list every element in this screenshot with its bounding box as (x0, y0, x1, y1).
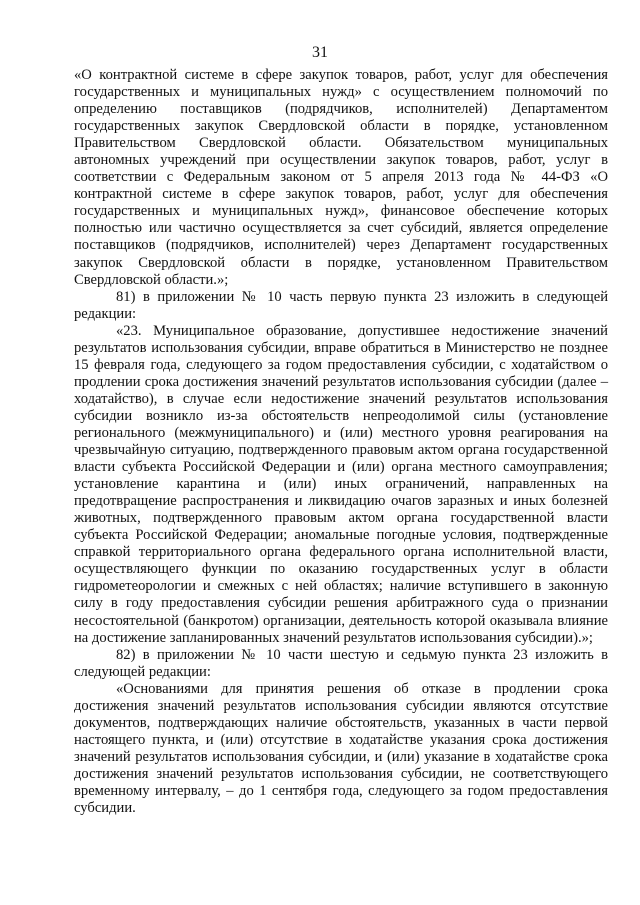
paragraph-refusal-grounds: «Основаниями для принятия решения об отказе в продлении срока достижения значений результатов использования субсидии являются отсутствие документов, подтверждающих наличие обстоятельств, указанных в части первой настоящего пункта, и (или) отсутствие в ходатайстве указания срока достижения значений результатов использования субсидии, и (или) указание в ходатайстве срока достижения значений результатов использования субсидии, не соответствующего временному интервалу, – до 1 сентября года, следующего за годом предоставления субсидии. (74, 680, 608, 817)
paragraph-item-82: 82) в приложении № 10 части шестую и седьмую пункта 23 изложить в следующей редакции: (74, 646, 608, 680)
document-body (74, 67, 608, 817)
paragraph-point-23: «23. Муниципальное образование, допустившее недостижение значений результатов использования субсидии, вправе обратиться в Министерство не позднее 15 февраля года, следующего за годом предоставления субсидии, с ходатайством о продлении срока достижения значений результатов использования субсидии (далее – ходатайство), в случае если недостижение значений результатов использования субсидии возникло из-за обстоятельств непреодолимой силы (установление регионального (межмуниципального) и (или) местного уровня реагирования на чрезвычайную ситуацию, подтвержденного правовым актом органа государственной власти субъекта Российской Федерации и (или) органа местного самоуправления; установление карантина и (или) иных ограничений, направленных на предотвращение распространения и ликвидацию очагов заразных и иных болезней животных, подтвержденного правовым актом органа государственной власти субъекта Российской Федерации; аномальные погодные условия, подтвержденные справкой территориального органа федерального органа исполнительной власти, осуществляющего функции по оказанию государственных услуг в области гидрометеорологии и смежных с ней областях; наличие вступившего в законную силу в году предоставления субсидии решения арбитражного суда о признании несостоятельной (банкротом) организации, деятельность которой оказывала влияние на достижение запланированных значений результатов использования субсидии).»; (74, 322, 608, 646)
paragraph-item-81: 81) в приложении № 10 часть первую пункта 23 изложить в следующей редакции: (74, 288, 608, 322)
page-number: 31 (312, 44, 328, 61)
paragraph-contract-system: «О контрактной системе в сфере закупок товаров, работ, услуг для обеспечения государственных и муниципальных нужд» с осуществлением полномочий по определению поставщиков (подрядчиков, исполнителей) Департаментом государственных закупок Свердловской области в порядке, установленном Правительством Свердловской области. Обязательством муниципальных автономных учреждений при осуществлении закупок товаров, работ, услуг в соответствии с Федеральным законом от 5 апреля 2013 года № 44-ФЗ «О контрактной системе в сфере закупок товаров, работ, услуг для обеспечения государственных и муниципальных нужд», финансовое обеспечение которых полностью или частично осуществляется за счет субсидий, является определение поставщиков (подрядчиков, исполнителей) через Департамент государственных закупок Свердловской области в порядке, установленном Правительством Свердловской области.»; (74, 67, 608, 288)
